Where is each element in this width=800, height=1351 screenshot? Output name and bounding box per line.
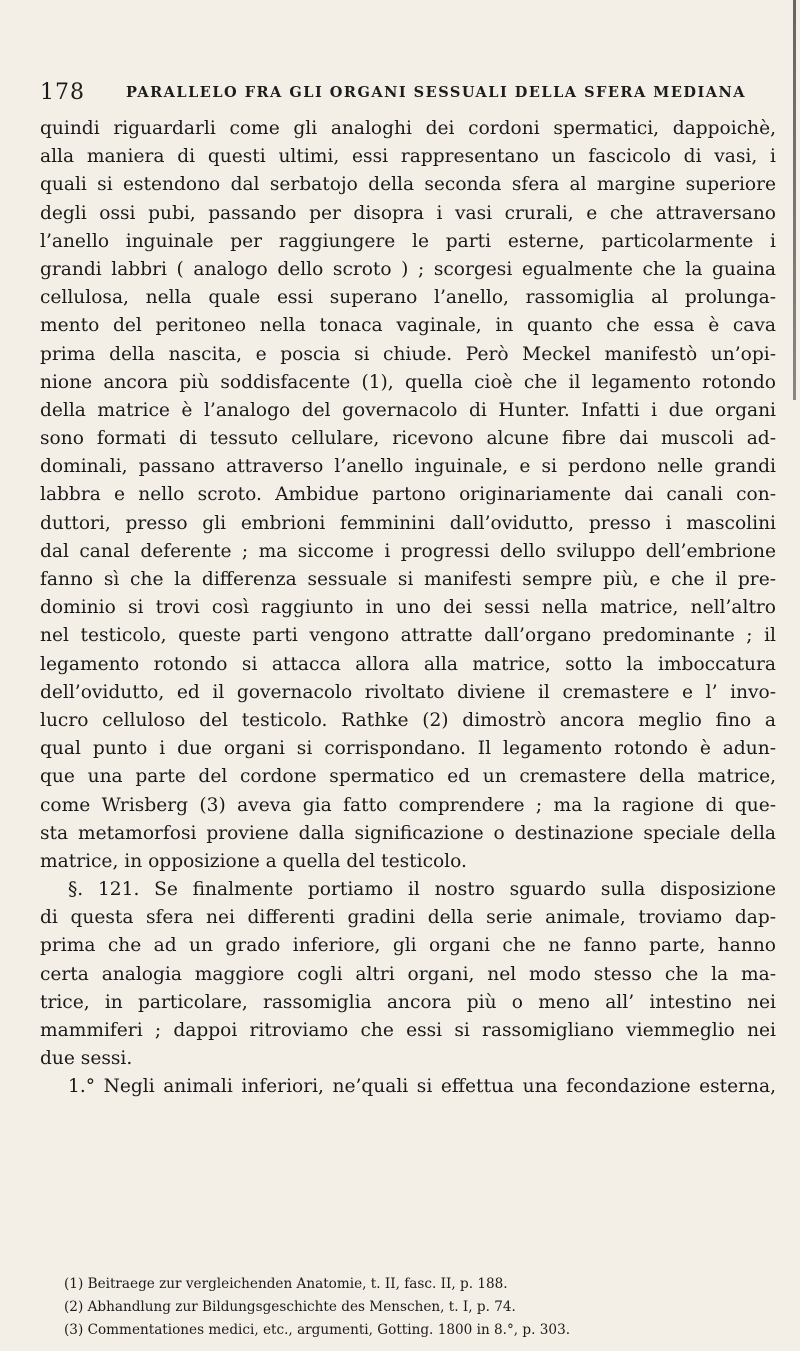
- text-line: l’anello inguinale per raggiungere le parti esterne, particolarmente i: [40, 230, 776, 252]
- text-line: due sessi.: [40, 1048, 133, 1070]
- text-line: que una parte del cordone spermatico ed un cremastere della matrice,: [40, 766, 776, 788]
- text-line: nione ancora più soddisfacente (1), quella cioè che il legamento rotondo: [40, 371, 776, 393]
- text-line: sta metamorfosi proviene dalla significazione o destinazione speciale della: [40, 822, 776, 844]
- text-line: prima della nascita, e poscia si chiude. Però Meckel manifestò un’opi-: [40, 343, 776, 365]
- text-line: come Wrisberg (3) aveva gia fatto comprendere ; ma la ragione di que-: [40, 794, 776, 816]
- footnote-3: (3) Commentationes medici, etc., argumenti, Gotting. 1800 in 8.°, p. 303.: [64, 1322, 571, 1338]
- text-line: di questa sfera nei differenti gradini della serie animale, troviamo dap-: [40, 907, 776, 929]
- text-line: legamento rotondo si attacca allora alla matrice, sotto la imboccatura: [40, 653, 776, 675]
- text-line: alla maniera di questi ultimi, essi rappresentano un fascicolo di vasi, i: [40, 146, 776, 168]
- body-text: [40, 115, 776, 1102]
- page-number: 178: [40, 80, 85, 105]
- text-line: fanno sì che la differenza sessuale si manifesti sempre più, e che il pre-: [40, 569, 776, 590]
- text-line: 1.° Negli animali inferiori, ne’quali si effettua una fecondazione esterna,: [68, 1076, 776, 1098]
- text-line: mento del peritoneo nella tonaca vaginale, in quanto che essa è cava: [40, 315, 776, 337]
- text-line: certa analogia maggiore cogli altri organi, nel modo stesso che la ma-: [40, 963, 776, 985]
- footnote-2: (2) Abhandlung zur Bildungsgeschichte des Menschen, t. I, p. 74.: [64, 1299, 516, 1315]
- page-edge-shadow: [793, 0, 796, 400]
- text-line: quali si estendono dal serbatojo della seconda sfera al margine superiore: [40, 174, 776, 196]
- text-line: labbra e nello scroto. Ambidue partono originariamente dai canali con-: [40, 484, 776, 506]
- text-line: qual punto i due organi si corrispondano. Il legamento rotondo è adun-: [40, 738, 776, 760]
- text-line: quindi riguardarli come gli analoghi dei cordoni spermatici, dappoichè,: [40, 118, 776, 139]
- text-line: dal canal deferente ; ma siccome i progressi dello sviluppo dell’embrione: [40, 540, 776, 562]
- text-line: dell’ovidutto, ed il governacolo rivoltato diviene il cremastere e l’ invo-: [40, 681, 776, 703]
- page-header: [40, 80, 760, 108]
- text-line: mammiferi ; dappoi ritroviamo che essi si rassomigliano viemmeglio nei: [40, 1020, 776, 1041]
- running-title: PARALLELO FRA GLI ORGANI SESSUALI DELLA SFERA MEDIANA: [126, 84, 746, 101]
- text-line: prima che ad un grado inferiore, gli organi che ne fanno parte, hanno: [40, 935, 776, 957]
- text-line: lucro celluloso del testicolo. Rathke (2) dimostrò ancora meglio fino a: [40, 709, 776, 731]
- text-line: degli ossi pubi, passando per disopra i vasi crurali, e che attraversano: [40, 202, 776, 224]
- text-line: trice, in particolare, rassomiglia ancora più o meno all’ intestino nei: [40, 991, 776, 1013]
- text-line: matrice, in opposizione a quella del testicolo.: [40, 850, 467, 872]
- footnote-1: (1) Beitraege zur vergleichenden Anatomie, t. II, fasc. II, p. 188.: [64, 1276, 508, 1292]
- footnotes: [40, 1273, 760, 1342]
- text-line: nel testicolo, queste parti vengono attratte dall’organo predominante ; il: [40, 625, 776, 647]
- text-line: cellulosa, nella quale essi superano l’anello, rassomiglia al prolunga-: [40, 287, 776, 309]
- text-line: §. 121. Se finalmente portiamo il nostro sguardo sulla disposizione: [68, 879, 776, 901]
- text-line: duttori, presso gli embrioni femminini dall’ovidutto, presso i mascolini: [40, 512, 776, 534]
- text-line: dominio si trovi così raggiunto in uno dei sessi nella matrice, nell’altro: [40, 597, 776, 619]
- text-line: dominali, passano attraverso l’anello inguinale, e si perdono nelle grandi: [40, 456, 776, 478]
- text-line: della matrice è l’analogo del governacolo di Hunter. Infatti i due organi: [40, 399, 776, 421]
- text-line: grandi labbri ( analogo dello scroto ) ; scorgesi egualmente che la guaina: [40, 258, 776, 280]
- text-line: sono formati di tessuto cellulare, ricevono alcune fibre dai muscoli ad-: [40, 428, 776, 450]
